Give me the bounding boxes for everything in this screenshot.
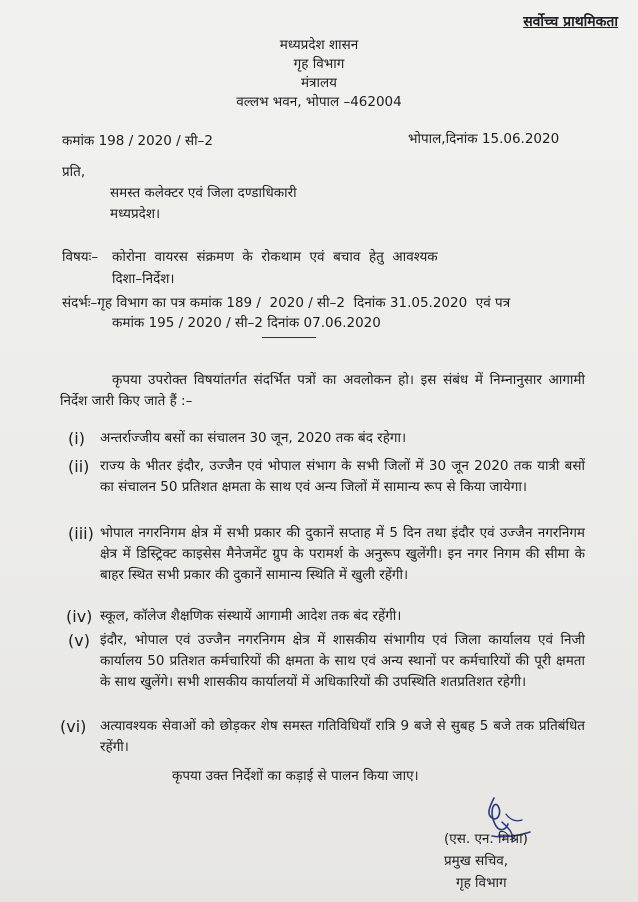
reference-line2: कमांक 195 / 2020 / सी–2 दिनांक 07.06.2020 <box>112 315 381 331</box>
directive-text-3: भोपाल नगरनिगम क्षेत्र में सभी प्रकार की दुकानें सप्ताह में 5 दिन तथा इंदौर एवं उज्जैन नगरनिगम क्षेत्र में डिस्ट्रिक्ट काइसेस मैनेजमेंट ग्रुप के परामर्श के अनुरूप खुलेंगी। इन नगर निगम की सीमा के बाहर स्थित सभी प्रकार की दुकानें सामान्य स्थिति में खुली रहेंगी। <box>100 525 585 583</box>
directive-number-5: (v) <box>68 631 90 650</box>
directive-number-1: (i) <box>68 429 85 448</box>
subject-line2: दिशा–निर्देश। <box>112 271 175 287</box>
intro-paragraph: कृपया उपरोक्त विषयांतर्गत संदर्भित पत्रों का अवलोकन हो। इस संबंध में निम्नानुसार आगामी निर्देश जारी किए जाते हैं :– <box>60 372 585 409</box>
directive-text-1: अन्तर्राज्जीय बसों का संचालन 30 जून, 2020 तक बंद रहेगा। <box>100 430 407 446</box>
office-address: वल्लभ भवन, भोपाल –462004 <box>236 94 402 110</box>
directive-number-6: (vi) <box>60 717 87 736</box>
separator-line <box>262 337 316 338</box>
signatory-name: (एस. एन. मिश्रा) <box>444 831 528 847</box>
ministry-name: मंत्रालय <box>300 75 337 91</box>
directive-number-4: (iv) <box>66 607 93 626</box>
recipient-prefix: प्रति, <box>62 164 86 180</box>
closing-line: कृपया उक्त निर्देशों का कड़ाई से पालन किया जाए। <box>172 768 419 784</box>
department-name: गृह विभाग <box>293 56 345 72</box>
recipient-line2: मध्यप्रदेश। <box>110 206 161 222</box>
order-number: कमांक 198 / 2020 / सी–2 <box>62 133 213 149</box>
directive-text-6: अत्यावश्यक सेवाओं को छोड़कर शेष समस्त गतिविधियाँ रात्रि 9 बजे से सुबह 5 बजे तक प्रतिबंधित रहेंगी। <box>100 718 585 755</box>
directive-text-5: इंदौर, भोपाल एवं उज्जैन नगरनिगम क्षेत्र में शासकीय संभागीय एवं जिला कार्यालय एवं निजी कार्यालय 50 प्रतिशत कर्मचारियों की क्षमता के साथ एवं अन्य स्थानों पर कर्मचारियों की पूरी क्षमता के साथ खुलेंगे। सभी शासकीय कार्यालयों में अधिकारियों की उपस्थिति शतप्रतिशत रहेगी। <box>100 632 585 690</box>
directive-text-2: राज्य के भीतर इंदौर, उज्जैन एवं भोपाल संभाग के सभी जिलों में 30 जून 2020 तक यात्री बसों का संचालन 50 प्रतिशत क्षमता के साथ एवं अन्य जिलों में सामान्य रूप से किया जायेगा। <box>100 458 585 495</box>
priority-label: सर्वोच्च प्राथमिकता <box>523 14 618 30</box>
directive-number-2: (ii) <box>68 457 90 476</box>
directive-text-4: स्कूल, कॉलेज शैक्षणिक संस्थायें आगामी आदेश तक बंद रहेंगी। <box>100 608 402 624</box>
order-place-date: भोपाल,दिनांक 15.06.2020 <box>408 131 560 147</box>
reference-line1: संदर्भः–गृह विभाग का पत्र कमांक 189 / 2020 / सी–2 दिनांक 31.05.2020 एवं पत्र <box>62 295 511 311</box>
directive-number-3: (iii) <box>68 524 94 543</box>
govt-name: मध्यप्रदेश शासन <box>279 37 359 53</box>
subject-line1: कोरोना वायरस संक्रमण के रोकथाम एवं बचाव हेतु आवश्यक <box>112 249 438 265</box>
signatory-department: गृह विभाग <box>456 875 507 891</box>
recipient-line1: समस्त कलेक्टर एवं जिला दण्डाधिकारी <box>110 185 297 201</box>
signatory-designation: प्रमुख सचिव, <box>444 853 509 869</box>
subject-label: विषयः– <box>62 249 99 265</box>
